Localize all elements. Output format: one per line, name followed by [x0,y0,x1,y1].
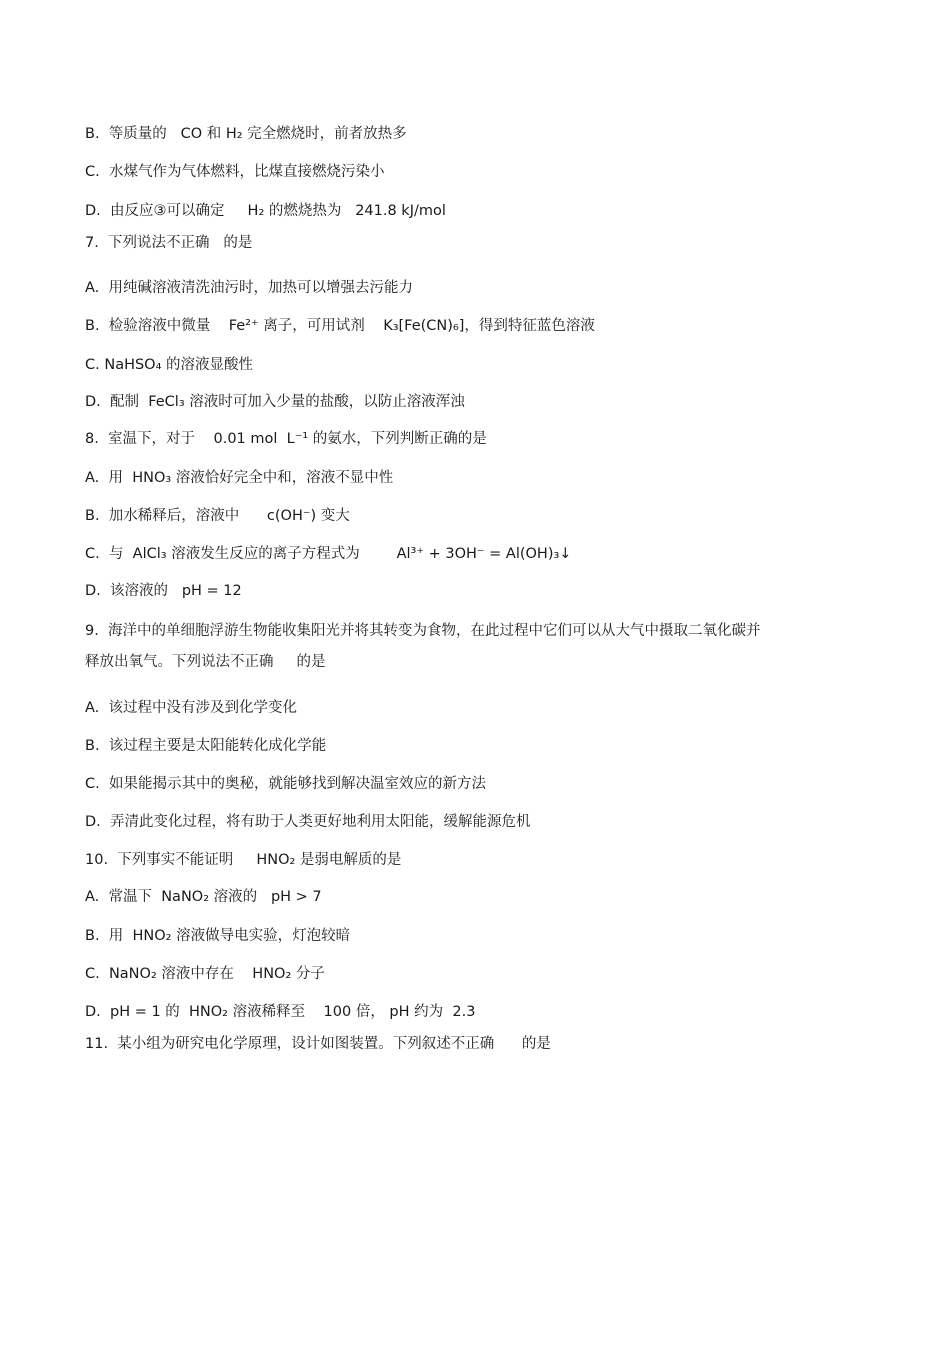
option-9c: C. 如果能揭示其中的奥秘，就能够找到解决温室效应的新方法 [85,776,486,792]
option-7a: A. 用纯碱溶液清洗油污时，加热可以增强去污能力 [85,280,413,296]
option-6d: D. 由反应③可以确定 H₂ 的燃烧热为 241.8 kJ/mol [85,203,446,219]
option-6b: B. 等质量的 CO 和 H₂ 完全燃烧时，前者放热多 [85,126,407,142]
question-8: 8. 室温下，对于 0.01 mol L⁻¹ 的氨水，下列判断正确的是 [85,431,487,447]
question-11: 11. 某小组为研究电化学原理，设计如图装置。下列叙述不正确 的是 [85,1036,551,1052]
option-10b: B. 用 HNO₂ 溶液做导电实验，灯泡较暗 [85,928,351,944]
question-9-line2: 释放出氧气。下列说法不正确 的是 [85,654,326,670]
option-9d: D. 弄清此变化过程，将有助于人类更好地利用太阳能，缓解能源危机 [85,814,531,830]
option-6c: C. 水煤气作为气体燃料，比煤直接燃烧污染小 [85,164,385,180]
option-10a: A. 常温下 NaNO₂ 溶液的 pH > 7 [85,889,322,905]
option-8a: A. 用 HNO₃ 溶液恰好完全中和，溶液不显中性 [85,470,394,486]
option-9a: A. 该过程中没有涉及到化学变化 [85,700,297,716]
option-7c: C. NaHSO₄ 的溶液显酸性 [85,357,254,373]
option-8c: C. 与 AlCl₃ 溶液发生反应的离子方程式为 Al³⁺ + 3OH⁻ = Al(OH)₃↓ [85,546,572,562]
question-10: 10. 下列事实不能证明 HNO₂ 是弱电解质的是 [85,852,402,868]
option-10d: D. pH = 1 的 HNO₂ 溶液稀释至 100 倍， pH 约为 2.3 [85,1004,476,1020]
option-10c: C. NaNO₂ 溶液中存在 HNO₂ 分子 [85,966,325,982]
option-9b: B. 该过程主要是太阳能转化成化学能 [85,738,327,754]
option-7d: D. 配制 FeCl₃ 溶液时可加入少量的盐酸，以防止溶液浑浊 [85,394,465,410]
question-9-line1: 9. 海洋中的单细胞浮游生物能收集阳光并将其转变为食物，在此过程中它们可以从大气中摄取二氧化碳并 [85,623,761,639]
option-8d: D. 该溶液的 pH = 12 [85,583,242,599]
option-8b: B. 加水稀释后，溶液中 c(OH⁻) 变大 [85,508,350,524]
question-7: 7. 下列说法不正确 的是 [85,235,253,251]
option-7b: B. 检验溶液中微量 Fe²⁺ 离子，可用试剂 K₃[Fe(CN)₆]，得到特征蓝色溶液 [85,318,595,334]
